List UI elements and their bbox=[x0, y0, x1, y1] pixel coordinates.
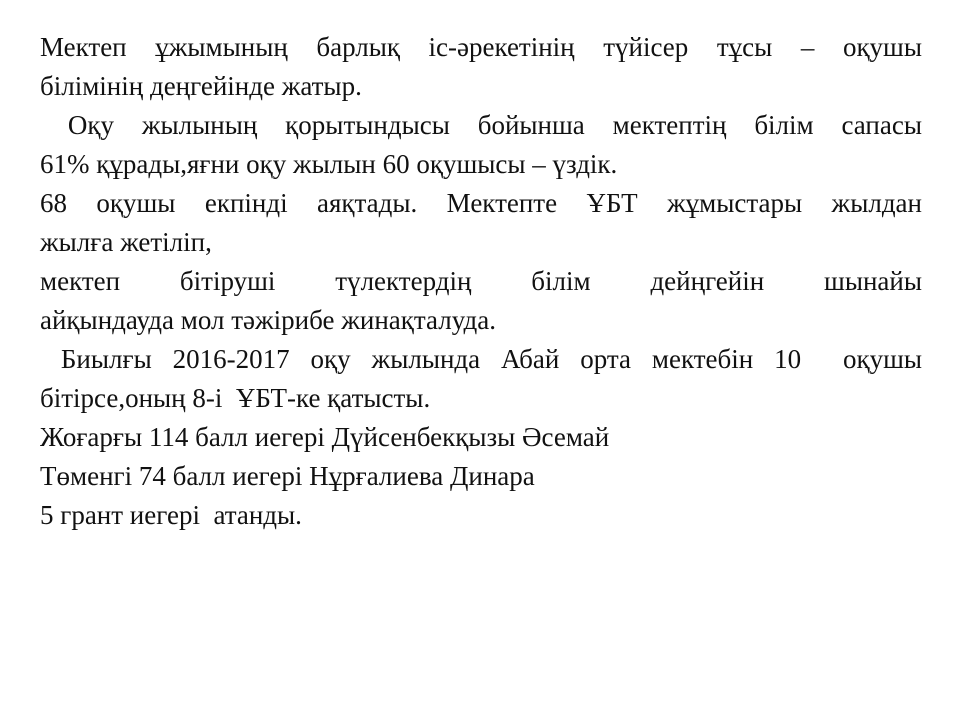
text-line-10: бітірсе,оның 8-і ҰБТ-ке қатысты. bbox=[40, 383, 431, 413]
text-line-8: айқындауда мол тәжірибе жинақталуда. bbox=[40, 305, 496, 335]
text-line-9: Биылғы 2016-2017 оқу жылында Абай орта мектебін 10 оқушы bbox=[40, 344, 922, 374]
text-line-11: Жоғарғы 114 балл иегері Дүйсенбекқызы Әсемай bbox=[40, 422, 610, 452]
text-line-12: Төменгі 74 балл иегері Нұрғалиева Динара bbox=[40, 461, 535, 491]
text-block bbox=[40, 28, 922, 535]
text-line-2: білімінің деңгейінде жатыр. bbox=[40, 71, 362, 101]
text-line-1: Мектеп ұжымының барлық іс-әрекетінің түйісер тұсы – оқушы bbox=[40, 32, 922, 62]
text-line-6: жылға жетіліп, bbox=[40, 227, 212, 257]
text-line-5: 68 оқушы екпінді аяқтады. Мектепте ҰБТ жұмыстары жылдан bbox=[40, 188, 922, 218]
text-line-4: 61% құрады,яғни оқу жылын 60 оқушысы – үздік. bbox=[40, 149, 618, 179]
text-line-13: 5 грант иегері атанды. bbox=[40, 500, 302, 530]
text-line-7: мектеп бітіруші түлектердің білім дейңгейін шынайы bbox=[40, 266, 922, 296]
text-line-3: Оқу жылының қорытындысы бойынша мектептің білім сапасы bbox=[40, 110, 922, 140]
